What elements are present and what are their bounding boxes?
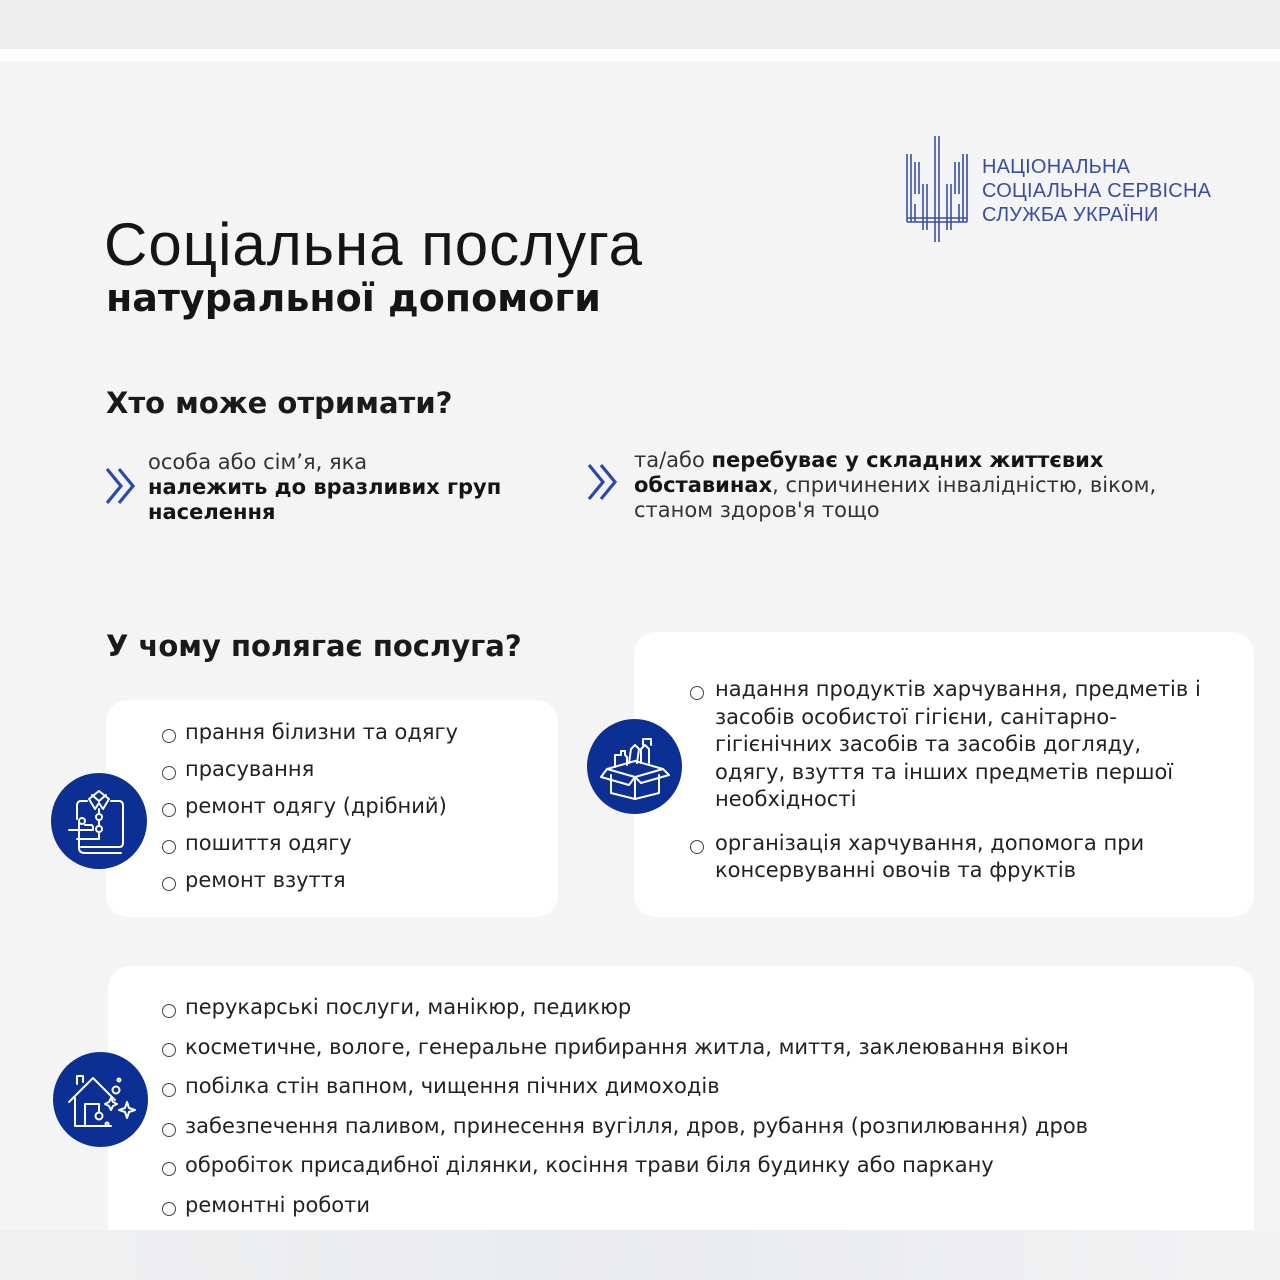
what-heading: У чому полягає послуга? <box>106 629 522 663</box>
list-item-text: косметичне, вологе, генеральне прибирання житла, миття, заклеювання вікон <box>185 1034 1069 1059</box>
text-bold: перебуває у складних життєвих обставинах <box>634 448 1104 497</box>
logo-line: НАЦІОНАЛЬНА <box>982 156 1131 178</box>
top-divider <box>0 49 1280 61</box>
circle-bullet-icon <box>162 1083 176 1097</box>
text-bold: належить до вразливих груп населення <box>148 475 502 524</box>
service-list-supplies <box>690 676 1210 885</box>
logo-line: СЛУЖБА УКРАЇНИ <box>982 204 1159 226</box>
shirt-sewing-icon <box>51 773 147 869</box>
circle-bullet-icon <box>690 840 704 854</box>
page-title: Соціальна послуга <box>104 211 644 278</box>
logo <box>904 134 1234 244</box>
trident-emblem-icon <box>904 134 974 244</box>
text-regular: та/або <box>634 448 712 472</box>
text-regular: , спричинених інвалідністю, віком, станом здоров'я тощо <box>634 473 1157 522</box>
bottom-band <box>0 1230 1280 1280</box>
supplies-box-icon <box>587 719 682 814</box>
list-item-text: організація харчування, допомога при консервуванні овочів та фруктів <box>715 830 1145 882</box>
circle-bullet-icon <box>162 766 176 780</box>
circle-bullet-icon <box>162 877 176 891</box>
page-subtitle: натуральної допомоги <box>106 276 601 320</box>
list-item-text: прання білизни та одягу <box>185 720 459 744</box>
double-chevron-right-icon <box>586 462 620 502</box>
logo-line: СОЦІАЛЬНА СЕРВІСНА <box>982 180 1212 202</box>
text-regular: особа або сім’я, яка <box>148 450 368 474</box>
circle-bullet-icon <box>690 686 704 700</box>
list-item <box>162 753 458 790</box>
list-item-text: прасування <box>185 757 315 781</box>
list-item-text: побілка стін вапном, чищення пічних димоходів <box>185 1074 720 1099</box>
who-heading: Хто може отримати? <box>106 386 453 420</box>
eligibility-item <box>586 446 1176 526</box>
list-item-text: ремонтні роботи <box>185 1192 371 1217</box>
list-item <box>162 1030 1088 1070</box>
top-band <box>0 0 1280 49</box>
list-item <box>162 827 458 864</box>
list-item <box>162 1148 1088 1188</box>
list-item <box>162 1188 1088 1228</box>
service-list-laundry <box>162 716 458 901</box>
list-item-text: перукарські послуги, манікюр, педикюр <box>185 995 632 1019</box>
circle-bullet-icon <box>162 1202 176 1216</box>
logo-text <box>982 155 1211 227</box>
circle-bullet-icon <box>162 729 176 743</box>
service-list-household <box>162 990 1088 1228</box>
circle-bullet-icon <box>162 840 176 854</box>
list-item <box>162 716 458 753</box>
list-item <box>162 1069 1088 1109</box>
list-item-text: пошиття одягу <box>185 831 352 855</box>
circle-bullet-icon <box>162 1162 176 1176</box>
list-item <box>162 990 1088 1030</box>
eligibility-text <box>634 448 1194 523</box>
circle-bullet-icon <box>162 1123 176 1137</box>
house-cleaning-icon <box>53 1052 148 1147</box>
list-item-text: ремонт одягу (дрібний) <box>185 794 447 818</box>
circle-bullet-icon <box>162 803 176 817</box>
list-item <box>162 790 458 827</box>
list-item <box>162 1109 1088 1149</box>
list-item-text: надання продуктів харчування, предметів і засобів особистої гігієни, санітарно-гігієнічних засобів та засобів догляду, одягу, взуття та інших предметів першої необхідності <box>715 677 1201 811</box>
list-item-text: забезпечення паливом, принесення вугілля, дров, рубання (розпилювання) дров <box>185 1113 1089 1138</box>
list-item-text: ремонт взуття <box>185 868 346 892</box>
circle-bullet-icon <box>162 1004 176 1018</box>
eligibility-text <box>148 450 508 525</box>
list-item <box>162 864 458 901</box>
circle-bullet-icon <box>162 1043 176 1057</box>
list-item <box>690 676 1210 814</box>
double-chevron-right-icon <box>104 466 138 506</box>
eligibility-item <box>104 450 504 530</box>
list-item <box>690 830 1210 885</box>
list-item-text: обробіток присадибної ділянки, косіння трави біля будинку або паркану <box>185 1153 994 1178</box>
